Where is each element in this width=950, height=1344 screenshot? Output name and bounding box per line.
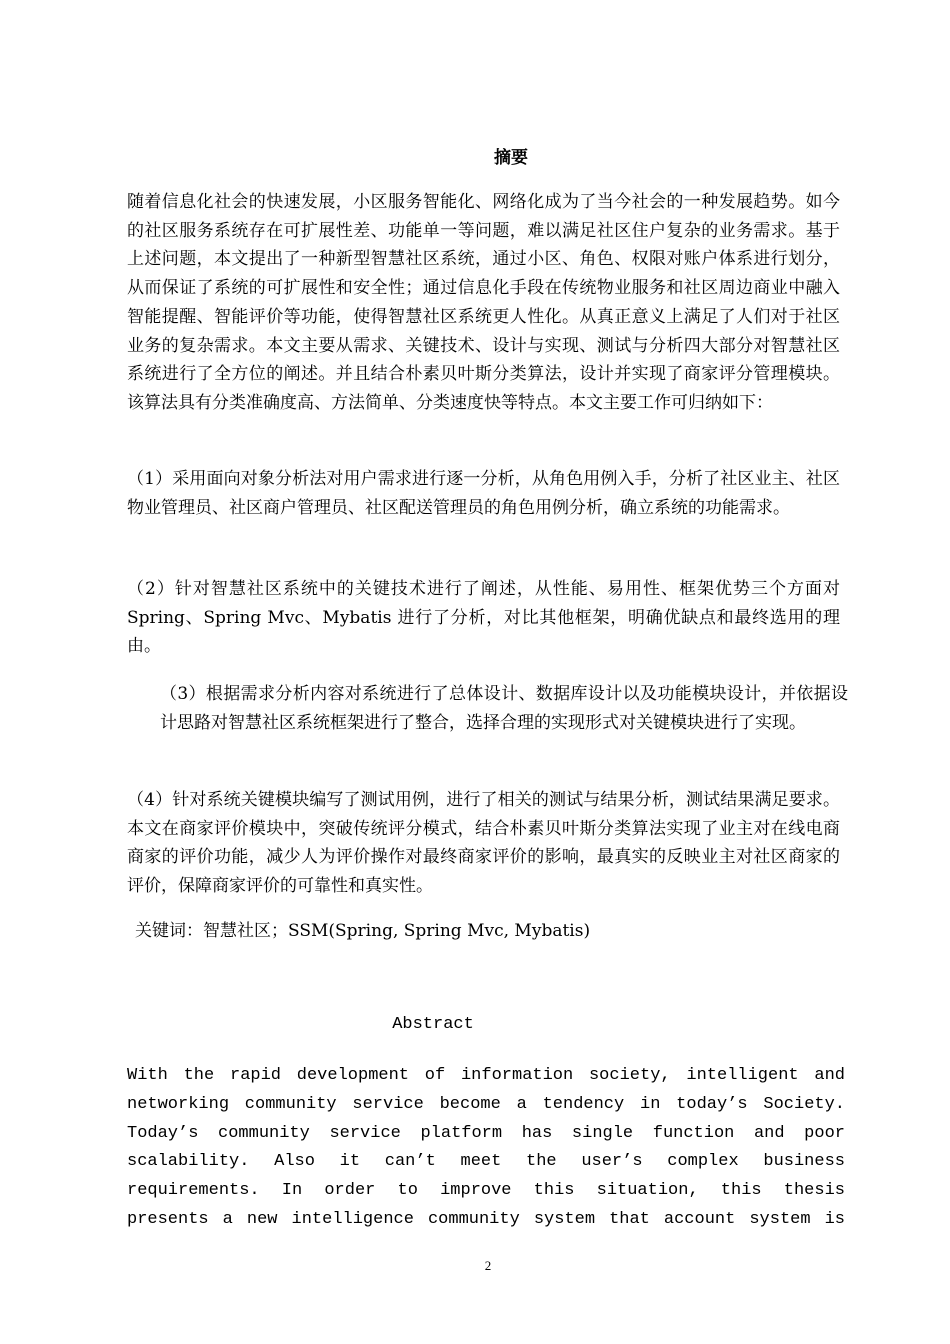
abstract-en-line: requirements. In order to improve this situation, this thesis bbox=[127, 1181, 845, 1201]
abstract-zh-paragraph-3: （2）针对智慧社区系统中的关键技术进行了阐述，从性能、易用性、框架优势三个方面对 Spring、Spring Mvc、Mybatis 进行了分析，对比其他框架，明确优缺点和最终选用的理由。 bbox=[127, 579, 840, 657]
abstract-en-body bbox=[127, 1062, 845, 1235]
abstract-en-line: scalability. Also it can’t meet the user’s complex business bbox=[127, 1152, 845, 1172]
abstract-zh-paragraph-2: （1）采用面向对象分析法对用户需求进行逐一分析，从角色用例入手，分析了社区业主、社区物业管理员、社区商户管理员、社区配送管理员的角色用例分析，确立系统的功能需求。 bbox=[127, 469, 840, 518]
abstract-zh-paragraph-1: 随着信息化社会的快速发展，小区服务智能化、网络化成为了当今社会的一种发展趋势。如今的社区服务系统存在可扩展性差、功能单一等问题，难以满足社区住户复杂的业务需求。基于上述问题，本文提出了一种新型智慧社区系统，通过小区、角色、权限对账户体系进行划分，从而保证了系统的可扩展性和安全性；通过信息化手段在传统物业服务和社区周边商业中融入智能提醒、智能评价等功能，使得智慧社区系统更人性化。从真正意义上满足了人们对于社区业务的复杂需求。本文主要从需求、关键技术、设计与实现、测试与分析四大部分对智慧社区系统进行了全方位的阐述。并且结合朴素贝叶斯分类算法，设计并实现了商家评分管理模块。该算法具有分类准确度高、方法简单、分类速度快等特点。本文主要工作可归纳如下： bbox=[127, 192, 840, 413]
abstract-en-line: Today’s community service platform has single function and poor bbox=[127, 1123, 845, 1143]
abstract-zh-paragraph-5: （4）针对系统关键模块编写了测试用例，进行了相关的测试与结果分析，测试结果满足要求。 本文在商家评价模块中，突破传统评分模式，结合朴素贝叶斯分类算法实现了业主对在线电商商家的评价功能，减少人为评价操作对最终商家评价的影响，最真实的反映业主对社区商家的评价，保障商家评价的可靠性和真实性。 bbox=[127, 790, 840, 897]
abstract-zh-paragraph-4: （3）根据需求分析内容对系统进行了总体设计、数据库设计以及功能模块设计，并依据设计思路对智慧社区系统框架进行了整合，选择合理的实现形式对关键模块进行了实现。 bbox=[160, 684, 848, 733]
abstract-en-line: networking community service become a tendency in today’s Society. bbox=[127, 1094, 845, 1114]
abstract-en-line: presents a new intelligence community system that account system is bbox=[127, 1209, 845, 1229]
page-number: 2 bbox=[484, 1258, 492, 1273]
abstract-en-line: With the rapid development of information society, intelligent and bbox=[127, 1066, 845, 1085]
abstract-zh-title: 摘要 bbox=[494, 148, 528, 168]
keywords-line: 关键词：智慧社区；SSM(Spring, Spring Mvc, Mybatis) bbox=[135, 921, 591, 941]
abstract-en-title: Abstract bbox=[392, 1015, 474, 1034]
